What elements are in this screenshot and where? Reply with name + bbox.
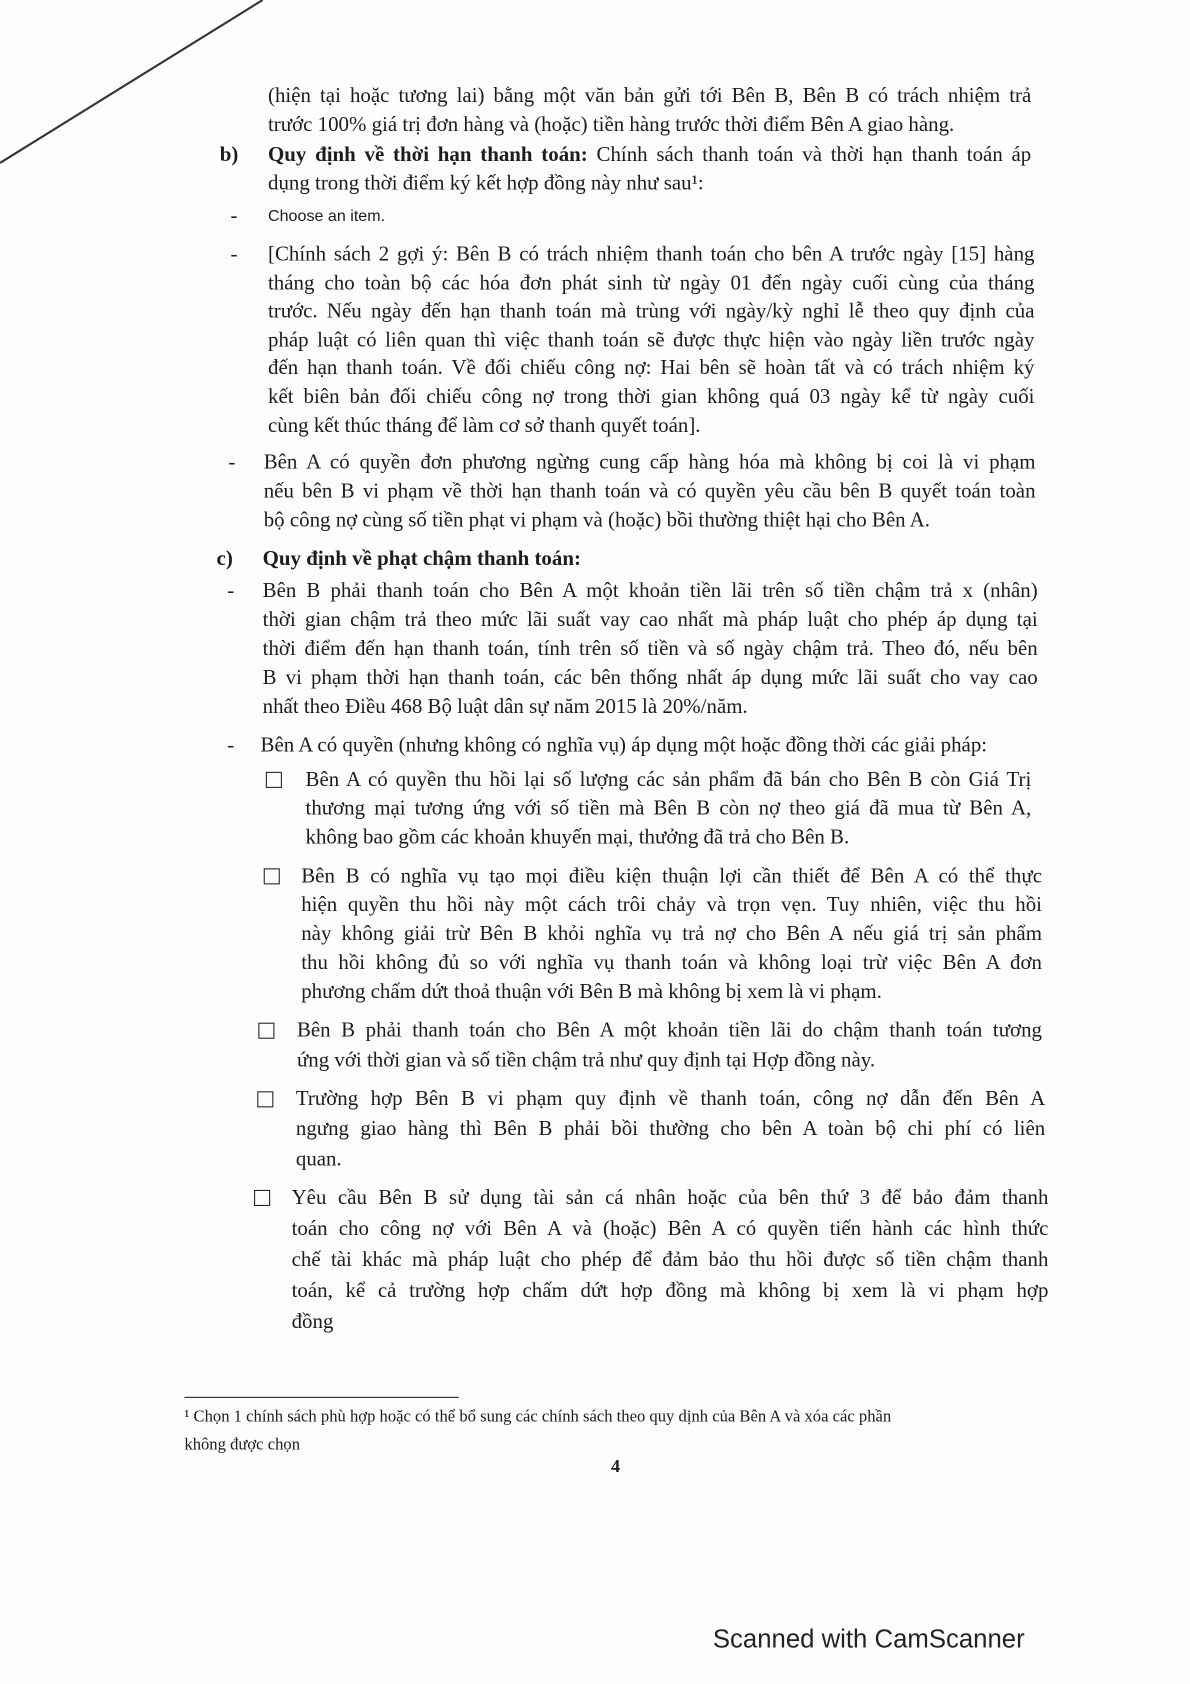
text-line: trước. Nếu ngày đến hạn thanh toán mà trùng với ngày/kỳ nghỉ lễ theo quy định của [268, 300, 1035, 323]
text-line: kết biên bản đối chiếu công nợ trong thời gian không quá 03 ngày kể từ ngày cuối [268, 385, 1035, 409]
section-b-heading-line [268, 143, 1031, 169]
bullet: - [230, 204, 238, 228]
text-line: trước 100% giá trị đơn hàng và (hoặc) tiền hàng trước thời điểm Bên A giao hàng. [268, 113, 955, 137]
text-line: thương mại tương ứng với số tiền mà Bên B còn nợ theo giá đã mua từ Bên A, [305, 797, 1032, 821]
text-line: Bên A có quyền đơn phương ngừng cung cấp hàng hóa mà không bị coi là vi phạm [263, 451, 1036, 474]
text-line: thời điểm đến hạn thanh toán, tính trên số tiền và số ngày chậm trả. Theo đó, nếu bên [262, 637, 1038, 661]
footnote-separator [184, 1397, 458, 1398]
text-line: Bên A có quyền (nhưng không có nghĩa vụ) áp dụng một hoặc đồng thời các giải pháp: [260, 734, 988, 757]
text-line: hiện quyền thu hồi này một cách trôi chảy và trọn vẹn. Tuy nhiên, việc thu hồi [301, 894, 1042, 917]
text-line: này không giải trừ Bên B khỏi nghĩa vụ trả nợ cho Bên A nếu giá trị sản phẩm [301, 922, 1042, 946]
option-checkbox[interactable] [258, 1023, 274, 1039]
section-c-label: c) [216, 547, 233, 571]
text-line: Yêu cầu Bên B sử dụng tài sản cá nhân hoặc của bên thứ 3 để bảo đảm thanh [291, 1186, 1049, 1210]
text-line: B vi phạm thời hạn thanh toán, các bên thống nhất áp dụng mức lãi suất cho vay cao [262, 666, 1038, 690]
option-checkbox[interactable] [264, 868, 280, 884]
text-line: quan. [295, 1148, 342, 1171]
text-line: ngưng giao hàng thì Bên B phải bồi thường cho bên A toàn bộ chi phí có liên [295, 1118, 1046, 1141]
text-line: thu hồi không đủ so với nghĩa vụ thanh toán và không loại trừ việc Bên A đơn [301, 951, 1042, 975]
camscanner-watermark: Scanned with CamScanner [712, 1625, 1025, 1655]
text-line: nhất theo Điều 468 Bộ luật dân sự năm 2015 là 20%/năm. [262, 695, 748, 719]
section-b-heading: Quy định về thời hạn thanh toán: [268, 143, 588, 167]
text-line: nếu bên B vi phạm về thời hạn thanh toán và có quyền yêu cầu bên B quyết toán toàn [263, 480, 1036, 503]
choose-item-field[interactable]: Choose an item. [268, 206, 386, 226]
text-line: cùng kết thúc tháng để làm cơ sở thanh quyết toán]. [268, 414, 701, 437]
text-line: phương chấm dứt thoả thuận với Bên B mà không bị xem là vi phạm. [301, 980, 882, 1004]
section-c-heading: Quy định về phạt chậm thanh toán: [262, 547, 581, 571]
text-line: (hiện tại hoặc tương lai) bằng một văn bản gửi tới Bên B, Bên B có trách nhiệm trả [268, 84, 1032, 108]
text-line: Trường hợp Bên B vi phạm quy định về thanh toán, công nợ dẫn đến Bên A [295, 1088, 1046, 1111]
text-line: toán cho công nợ với Bên A và (hoặc) Bên A có quyền tiến hành các hình thức [291, 1217, 1049, 1241]
bullet: - [228, 451, 236, 474]
text-line: pháp luật có liên quan thì việc thanh toán sẽ được thực hiện vào ngày liền trước ngày [268, 328, 1035, 352]
option-checkbox[interactable] [257, 1091, 273, 1107]
bullet: - [230, 243, 238, 266]
option-checkbox[interactable] [266, 772, 282, 788]
text-line: bộ công nợ cùng số tiền phạt vi phạm và (hoặc) bồi thường thiệt hại cho Bên A. [263, 509, 930, 532]
text-line: Bên B phải thanh toán cho Bên A một khoản tiền lãi trên số tiền chậm trả x (nhân) [262, 579, 1038, 603]
text-line: tháng cho toàn bộ các hóa đơn phát sinh từ ngày 01 đến ngày cuối cùng của tháng [268, 271, 1035, 295]
text-line: không bao gồm các khoản khuyến mại, thưởng đã trả cho Bên B. [305, 826, 850, 850]
text-line: chế tài khác mà pháp luật cho phép để đảm bảo thu hồi được số tiền chậm thanh [291, 1248, 1049, 1272]
section-b-text: Chính sách thanh toán và thời hạn thanh toán áp [587, 143, 1032, 167]
footnote-line: không được chọn [184, 1435, 301, 1454]
section-b-label: b) [219, 143, 239, 167]
text-line: thời gian chậm trả theo mức lãi suất vay cao nhất mà pháp luật cho phép áp dụng tại [262, 608, 1038, 632]
text-line: toán, kể cả trường hợp chấm dứt hợp đồng mà không bị xem là vi phạm hợp [291, 1279, 1049, 1303]
text-line: ứng với thời gian và số tiền chậm trả như quy định tại Hợp đồng này. [296, 1049, 876, 1072]
text-line: Bên A có quyền thu hồi lại số lượng các sản phẩm đã bán cho Bên B còn Giá Trị [305, 768, 1032, 792]
page-number: 4 [611, 1455, 621, 1477]
text-line: Bên B có nghĩa vụ tạo mọi điều kiện thuận lợi cần thiết để Bên A có thể thực [301, 865, 1042, 888]
scan-edge-line [0, 0, 289, 182]
text-line: đến hạn thanh toán. Về đối chiếu công nợ: Hai bên sẽ hoàn tất và có trách nhiệm ký [268, 357, 1035, 380]
bullet: - [227, 734, 235, 757]
text-line: dụng trong thời điểm ký kết hợp đồng này như sau¹: [268, 172, 704, 196]
option-checkbox[interactable] [254, 1190, 270, 1206]
text-line: đồng [291, 1311, 334, 1334]
footnote-line: ¹ Chọn 1 chính sách phù hợp hoặc có thể bổ sung các chính sách theo quy dịnh của Bên A và xóa các phần [184, 1407, 892, 1426]
bullet: - [227, 579, 235, 603]
text-line: [Chính sách 2 gợi ý: Bên B có trách nhiệm thanh toán cho bên A trước ngày [15] hàng [268, 243, 1035, 266]
text-line: Bên B phải thanh toán cho Bên A một khoản tiền lãi do chậm thanh toán tương [296, 1019, 1042, 1042]
